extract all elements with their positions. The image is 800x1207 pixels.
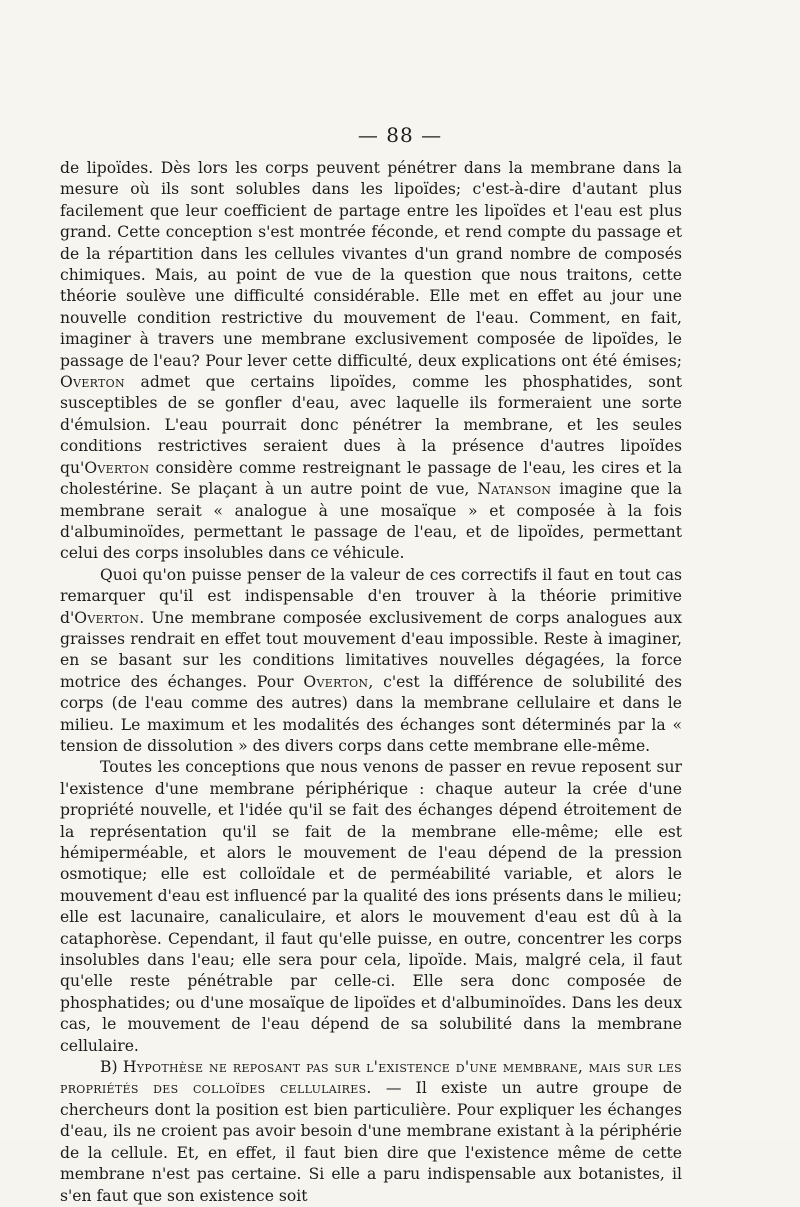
author-name: Overton (60, 373, 125, 392)
text-run: Toutes les conceptions que nous venons de passer en revue reposent sur l'existence d'une membrane périphérique : chaque auteur la crée d'une propriété nouvelle, et l'idée qu'il se fait des échanges dépend étroitement de la représentation qu'il se fait de la membrane elle-même; elle est hémiperméable, et alors le mouvement de l'eau dépend de la pression osmotique; elle est colloïdale et de perméabilité variable, et alors le mouvement d'eau est influencé par la qualité des ions présents dans le milieu; elle est lacunaire, canaliculaire, et alors le mouvement d'eau est dû à la cataphorèse. Cependant, il faut qu'elle puisse, en outre, concentrer les corps insolubles dans l'eau; elle sera pour cela, lipoïde. Mais, malgré cela, il faut qu'elle reste pénétrable par celle-ci. Elle sera donc composée de phosphatides; ou d'une mosaïque de lipoïdes et d'albuminoïdes. Dans les deux cas, le mouvement de l'eau dépend de sa solubilité dans la membrane cellulaire. (60, 758, 682, 1055)
paragraph-2 (60, 565, 682, 758)
text-run: considère comme restreignant le passage de l'eau, les cires et la cholestérine. Se plaçant à un autre point de vue, (60, 458, 682, 499)
text-run: admet que certains lipoïdes, comme les phosphatides, sont susceptibles de se gonfler d'eau, avec laquelle ils formeraient une sorte d'émulsion. L'eau pourrait donc pénétrer la membrane, et les seules conditions restrictives seraient dues à la présence d'autres lipoïdes qu' (60, 373, 682, 477)
paragraph-1 (60, 158, 682, 565)
text-run: Quoi qu'on puisse penser de la valeur de ces correctifs il faut en tout cas remarquer qu'il est indispensable d'en trouver à la théorie primitive d' (60, 565, 682, 627)
paragraph-3 (60, 757, 682, 1057)
text-run: imagine que la membrane serait « analogue à une mosaïque » et composée à la fois d'albuminoïdes, permettant le passage de l'eau, et de lipoïdes, permettant celui des corps insolubles dans ce véhicule. (60, 480, 682, 563)
text-run: . Une membrane composée exclusivement de corps analogues aux graisses rendrait en effet tout mouvement d'eau impossible. Reste à imaginer, en se basant sur les conditions limitatives nouvelles dégagées, la force motrice des échanges. Pour (60, 608, 682, 691)
text-run: — Il existe un autre groupe de chercheurs dont la position est bien particulière. Pour expliquer les échanges d'eau, ils ne croient pas avoir besoin d'une membrane existant à la périphérie de la cellule. Et, en effet, il faut bien dire que l'existence même de cette membrane n'est pas certaine. Si elle a paru indispensable aux botanistes, il s'en faut que son existence soit (60, 1079, 682, 1205)
paragraph-4 (60, 1057, 682, 1207)
page-number: — 88 — (357, 123, 443, 147)
text-run: de lipoïdes. Dès lors les corps peuvent pénétrer dans la membrane dans la mesure où ils sont solubles dans les lipoïdes; c'est-à-dire d'autant plus facilement que leur coefficient de partage entre les lipoïdes et l'eau est plus grand. Cette conception s'est montrée féconde, et rend compte du passage et de la répartition dans les cellules vivantes d'un grand nombre de composés chimiques. Mais, au point de vue de la question que nous traitons, cette théorie soulève une difficulté considérable. Elle met en effet au jour une nouvelle condition restrictive du mouvement de l'eau. Comment, en fait, imaginer à travers une membrane exclusivement composée de lipoïdes, le passage de l'eau? Pour lever cette difficulté, deux explications ont été émises; (60, 159, 682, 370)
body-text (60, 158, 682, 1207)
author-name: Overton (303, 672, 369, 691)
text-run: , c'est la différence de solubilité des corps (de l'eau comme des autres) dans la membrane cellulaire et dans le milieu. Le maximum et les modalités des échanges sont déterminés par la « tension de dissolution » des divers corps dans cette membrane elle-même. (60, 672, 682, 755)
author-name: Overton (84, 458, 150, 477)
author-name: Overton (74, 608, 140, 627)
author-name: Natanson (477, 480, 552, 499)
text-run: B) (100, 1058, 123, 1077)
section-heading: Hypothèse ne reposant pas sur l'existence d'une membrane, mais sur les propriétés des colloïdes cellulaires. (60, 1058, 682, 1098)
